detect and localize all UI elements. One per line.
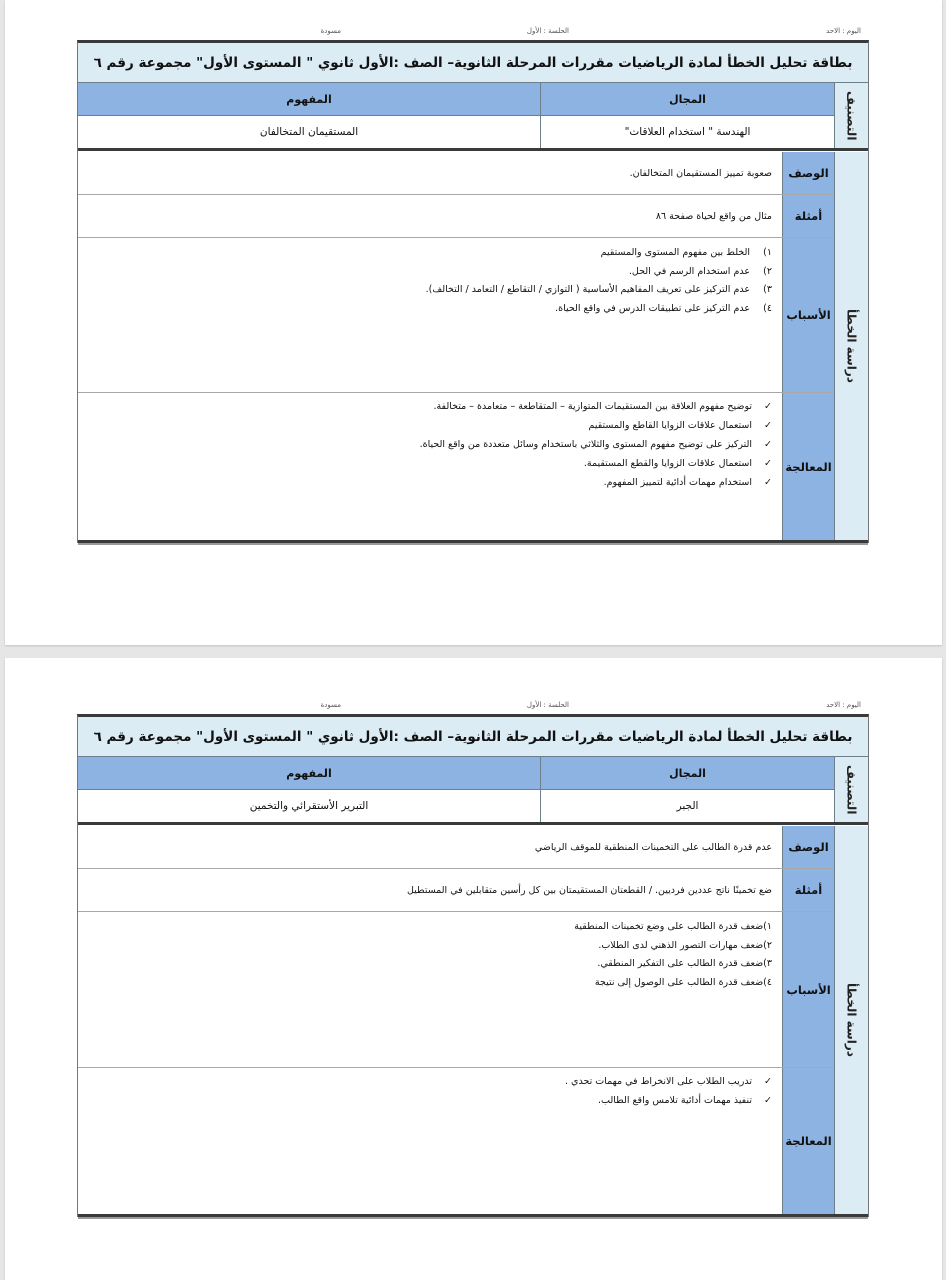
document-page-2 [5,658,942,1280]
causes-content [78,912,782,1067]
examples-label: أمثلة [782,869,834,911]
session-label: الحلسة : الأول [526,701,569,709]
remedies-content [78,393,782,540]
remedies-row [78,1068,834,1214]
error-analysis-card [77,40,869,543]
check-icon: ✓ [764,420,772,431]
classification-values [78,116,834,148]
check-icon: ✓ [764,401,772,412]
classification-headers [78,757,834,790]
page-header [77,27,869,41]
error-study-side-label: دراسة الخطأ [834,152,868,540]
document-page-1 [5,0,942,645]
card-title: بطاقة تحليل الخطأ لمادة الرياضيات مقررات المرحلة الثانوية– الصف :الأول ثانوي " المستوى الأول" مجموعة رقم ٦ [78,717,868,757]
causes-list [88,238,772,318]
draft-label: مسودة [320,27,341,35]
description-text: صعوبة تمييز المستقيمان المتخالفان. [78,152,782,194]
draft-label: مسودة [320,701,341,709]
error-study-section [78,826,868,1217]
description-text: عدم قدرة الطالب على التخمينات المنطقية للموقف الرياضي [78,826,782,868]
classification-side-label: التصنيف [834,757,868,822]
list-item: ✓ استعمال علاقات الزوايا القاطع والمستقيم [88,416,772,435]
examples-text: مثال من واقع لحياة صفحة ٨٦ [78,195,782,237]
remedies-list [88,393,772,492]
list-item: ٢) عدم استخدام الرسم في الحل. [628,265,772,277]
list-item: ✓ تدريب الطلاب على الانخراط في مهمات تحدي . [88,1072,772,1091]
concept-header: المفهوم [286,766,332,780]
domain-header: المجال [540,757,834,789]
domain-header: المجال [540,83,834,115]
classification-side-label: التصنيف [834,83,868,148]
page-header [77,701,869,715]
list-item: ✓ تنفيذ مهمات أدائية تلامس واقع الطالب. [88,1091,772,1110]
examples-row [78,195,834,238]
classification-values [78,790,834,822]
list-item: ٢) ضعف مهارات التصور الذهني لدى الطلاب. [598,939,772,951]
remedies-content [78,1068,782,1214]
remedies-label: المعالجة [782,1068,834,1214]
error-study-section [78,152,868,543]
list-item: ٤) عدم التركيز على تطبيقات الدرس في واقع الحياة. [555,302,772,314]
classification-headers [78,83,834,116]
list-item: ٣) ضعف قدرة الطالب على التفكير المنطقي. [597,958,772,969]
causes-list [88,912,772,992]
card-title: بطاقة تحليل الخطأ لمادة الرياضيات مقررات المرحلة الثانوية– الصف :الأول ثانوي " المستوى الأول" مجموعة رقم ٦ [78,43,868,83]
classification-section [78,757,868,825]
error-analysis-card [77,714,869,1217]
examples-text: ضع تخمينًا ناتج عددين فرديين. / القطعتان المستقيمتان بين كل رأسين متقابلين في المستطيل [78,869,782,911]
causes-row [78,912,834,1068]
concept-value: المستقيمان المتخالفان [259,126,359,138]
causes-row [78,238,834,393]
remedies-label: المعالجة [782,393,834,540]
list-item: ✓ استخدام مهمات أدائية لتمييز المفهوم. [88,473,772,492]
list-item: ١) ضعف قدرة الطالب على وضع تخمينات المنطقية [574,921,772,932]
list-item: ✓ توضيح مفهوم العلاقة بين المستقيمات المتوازية – المتقاطعة – متعامدة – متخالفة. [88,397,772,416]
list-item: ✓ استعمال علاقات الزوايا والقطع المستقيمة. [88,454,772,473]
causes-content [78,238,782,392]
list-item: ١) الخلط بين مفهوم المستوى والمستقيم [600,247,772,258]
description-row [78,152,834,195]
description-label: الوصف [782,826,834,868]
day-label: اليوم : الاحد [826,701,861,709]
session-label: الحلسة : الأول [526,27,569,35]
remedies-row [78,393,834,540]
domain-value: الهندسة " استخدام العلاقات" [540,116,834,148]
list-item: ✓ التركيز على توضيح مفهوم المستوى والثلاثي باستخدام وسائل متعددة من واقع الحياة. [88,435,772,454]
causes-label: الأسباب [782,912,834,1067]
check-icon: ✓ [764,1095,772,1106]
examples-label: أمثلة [782,195,834,237]
list-item: ٤) ضعف قدرة الطالب على الوصول إلى نتيجة [594,976,772,988]
domain-value: الجبر [540,790,834,822]
check-icon: ✓ [764,458,772,469]
causes-label: الأسباب [782,238,834,392]
concept-header: المفهوم [286,92,332,106]
description-label: الوصف [782,152,834,194]
concept-value: التبرير الأستقرائي والتخمين [249,800,369,812]
classification-section [78,83,868,151]
error-study-side-label: دراسة الخطأ [834,826,868,1214]
examples-row [78,869,834,912]
day-label: اليوم : الاحد [826,27,861,35]
list-item: ٣) عدم التركيز على تعريف المفاهيم الأساسية ( التوازي / التقاطع / التعامد / التخالف). [425,284,772,295]
check-icon: ✓ [764,477,772,488]
description-row [78,826,834,869]
check-icon: ✓ [764,1076,772,1087]
check-icon: ✓ [764,439,772,450]
remedies-list [88,1068,772,1110]
